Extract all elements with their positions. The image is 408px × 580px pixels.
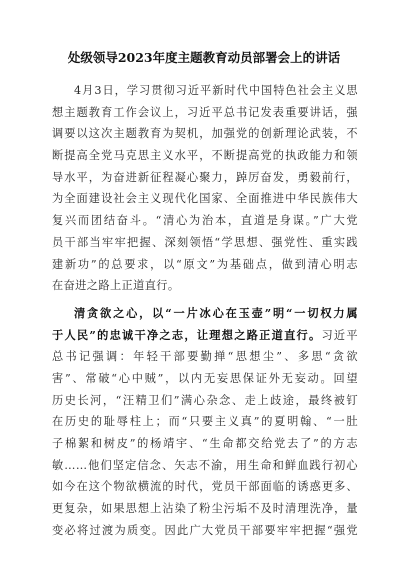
paragraph-2-line: 敏……他们坚定信念、矢志不渝，用生命和鲜血践行初心	[52, 458, 358, 472]
paragraph-1-line: 为全面建设社会主义现代化国家、全面推进中华民族伟大	[52, 192, 358, 206]
paragraph-1-line: 在奋进之路上正道直行。	[52, 279, 180, 293]
paragraph-2-text: 习近平	[321, 328, 358, 342]
paragraph-2-line: 变必将过渡为质变。因此广大党员干部要牢牢把握“强党	[52, 523, 358, 537]
paragraph-2-line: 子棉絮和树皮”的杨靖宇、“生命都交给党去了”的方志	[52, 437, 358, 450]
paragraph-1-line: 导水平，为奋进新征程凝心聚力，踔厉奋发，勇毅前行，	[52, 170, 358, 184]
paragraph-1-line: 想主题教育工作会议上，习近平总书记发表重要讲话，强	[52, 105, 358, 119]
section-heading-text: 于人民”的忠诚干净之志，让理想之路正道直行。	[52, 327, 322, 342]
paragraph-2-line: 害”、常破“心中贼”，以内无妄思保证外无妄动。回望	[52, 371, 358, 385]
paragraph-1-line: 调要以这次主题教育为契机，加强党的创新理论武装，不	[52, 127, 358, 141]
section-heading-line: 清贪欲之心，以“一片冰心在玉壶”明“一切权力属	[74, 305, 358, 320]
paragraph-1-line: 建新功”的总要求，以“原文”为基础点，做到清心明志	[52, 257, 358, 271]
paragraph-1-line: 复兴而团结奋斗。“清心为治本，直道是身谋。”广大党	[52, 214, 358, 228]
paragraph-1-line: 员干部当牢牢把握、深刻领悟“学思想、强党性、重实践	[52, 235, 358, 249]
document-title: 处级领导2023年度主题教育动员部署会上的讲话	[67, 50, 341, 65]
paragraph-1-line: 断提高全党马克思主义水平，不断提高党的执政能力和领	[52, 149, 358, 163]
paragraph-2-line: 更复杂，如果思想上沾染了粉尘污垢不及时清理洗净，量	[52, 502, 358, 516]
paragraph-2-line: 在历史的耻辱柱上；而“只要主义真”的夏明翰、“一肚	[52, 415, 358, 429]
paragraph-2-line: 历史长河，“汪精卫们”满心杂念、走上歧途，最终被钉	[52, 393, 358, 407]
paragraph-2-line: 总书记强调：年轻干部要勤掸“思想尘”、多思“贪欲	[52, 350, 358, 364]
section-heading-line	[52, 325, 358, 347]
document-body	[52, 80, 358, 541]
paragraph-1-line: 4月3日，学习贯彻习近平新时代中国特色社会主义思	[74, 84, 358, 97]
paragraph-2-line: 如今在这个物欲横流的时代，党员干部面临的诱惑更多、	[52, 480, 358, 494]
